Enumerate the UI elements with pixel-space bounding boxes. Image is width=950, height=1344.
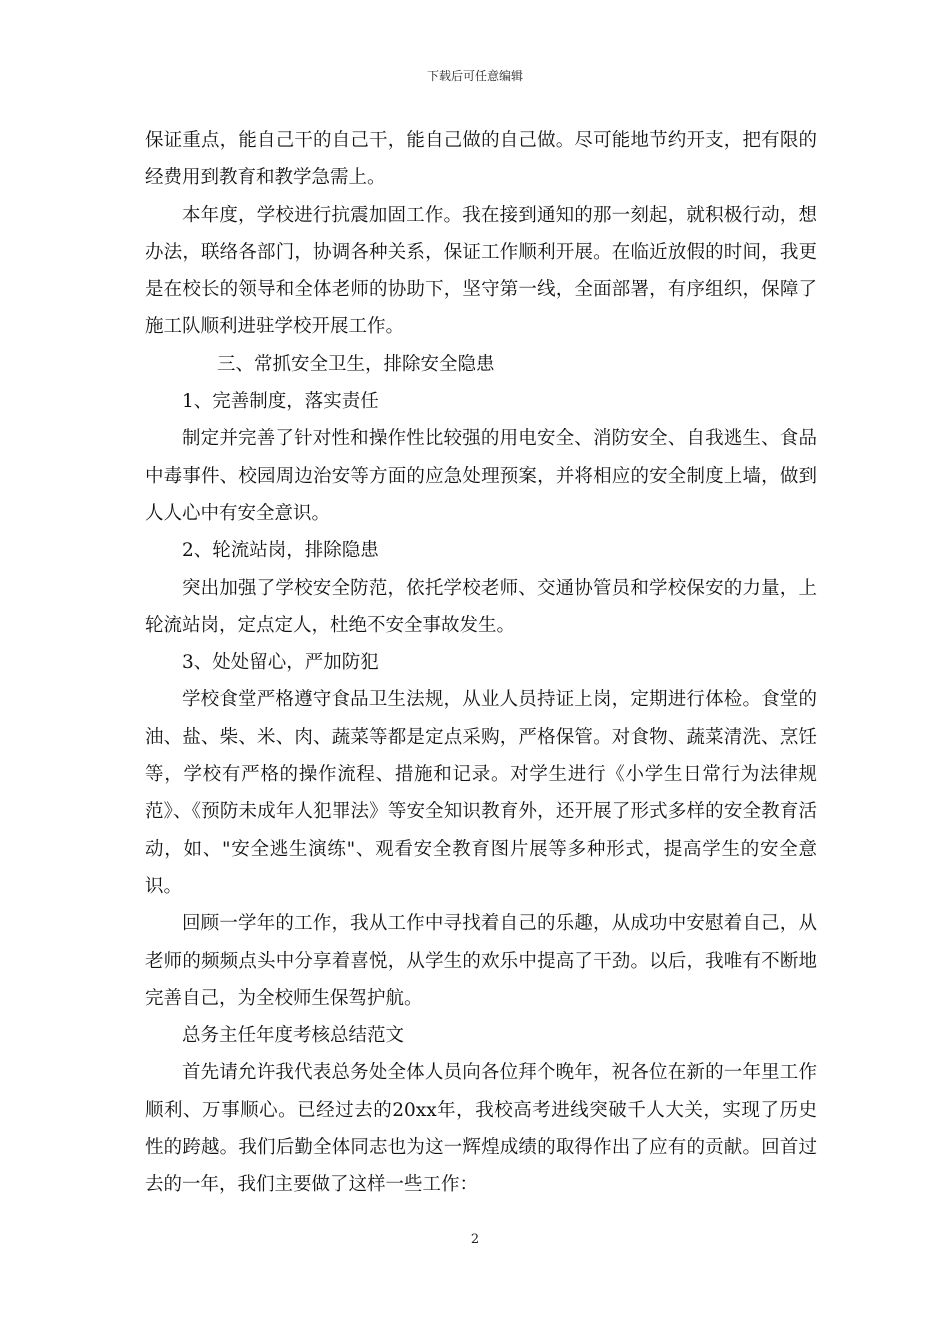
paragraph: 学校食堂严格遵守食品卫生法规，从业人员持证上岗，定期进行体检。食堂的油、盐、柴、米、肉、蔬菜等都是定点采购，严格保管。对食物、蔬菜清洗、烹饪等，学校有严格的操作流程、措施和记录。对学生进行《小学生日常行为法律规范》、《预防未成年人犯罪法》等安全知识教育外，还开展了形式多样的安全教育活动，如、"安全逃生演练"、观看安全教育图片展等多种形式，提高学生的安全意识。 [145, 689, 817, 897]
page-number: 2 [470, 1232, 480, 1247]
paragraph: 回顾一学年的工作，我从工作中寻找着自己的乐趣，从成功中安慰着自己，从老师的频频点头中分享着喜悦，从学生的欢乐中提高了干劲。以后，我唯有不断地完善自己，为全校师生保驾护航。 [145, 913, 817, 1009]
subsection-heading: 3、处处留心，严加防犯 [182, 652, 379, 674]
page-header: 下载后可任意编辑 [426, 69, 523, 83]
document-title: 总务主任年度考核总结范文 [182, 1025, 405, 1047]
paragraph: 首先请允许我代表总务处全体人员向各位拜个晚年，祝各位在新的一年里工作顺利、万事顺心。已经过去的20xx年，我校高考进线突破千人大关，实现了历史性的跨越。我们后勤全体同志也为这一辉煌成绩的取得作出了应有的贡献。回首过去的一年，我们主要做了这样一些工作： [145, 1062, 817, 1196]
subsection-heading: 1、完善制度，落实责任 [182, 391, 379, 413]
paragraph: 制定并完善了针对性和操作性比较强的用电安全、消防安全、自我逃生、食品中毒事件、校园周边治安等方面的应急处理预案，并将相应的安全制度上墙，做到人人心中有安全意识。 [145, 428, 817, 524]
document-body [145, 122, 817, 1204]
paragraph: 突出加强了学校安全防范，依托学校老师、交通协管员和学校保安的力量，上轮流站岗，定点定人，杜绝不安全事故发生。 [145, 577, 817, 636]
subsection-heading: 2、轮流站岗，排除隐患 [182, 540, 379, 562]
paragraph: 保证重点，能自己干的自己干，能自己做的自己做。尽可能地节约开支，把有限的经费用到教育和教学急需上。 [145, 130, 817, 189]
section-heading: 三、常抓安全卫生，排除安全隐患 [217, 353, 495, 375]
paragraph: 本年度，学校进行抗震加固工作。我在接到通知的那一刻起，就积极行动，想办法，联络各部门，协调各种关系，保证工作顺利开展。在临近放假的时间，我更是在校长的领导和全体老师的协助下，坚守第一线，全面部署，有序组织，保障了施工队顺利进驻学校开展工作。 [145, 204, 817, 338]
